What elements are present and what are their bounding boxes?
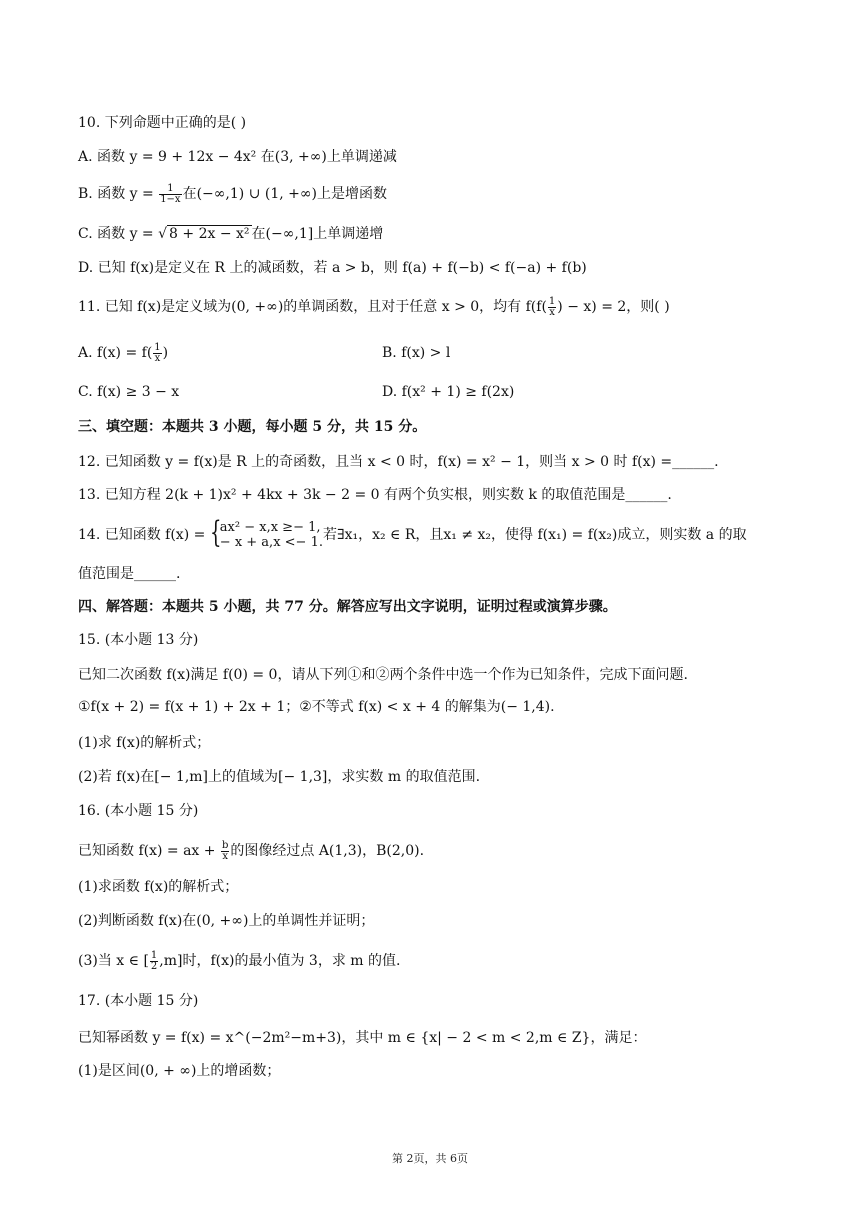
q16-part-3: (3)当 x ∈ [ $\frac{1}{2}$ ,m]时，f(x)的最小值为 3，求 m 的值. [78,949,401,972]
q16-heading: 16. (本小题 15 分) [78,803,199,819]
q11-option-a: A. f(x) = f( $\frac{1}{x}$ ) [78,341,169,364]
q15-heading: 15. (本小题 13 分) [78,632,199,648]
q17-heading: 17. (本小题 15 分) [78,993,199,1009]
q15-line-2: ①f(x + 2) = f(x + 1) + 2x + 1；②不等式 f(x) < x + 4 的解集为(− 1,4). [78,699,555,715]
q10-option-d: D. 已知 f(x)是定义在 R 上的减函数，若 a > b，则 f(a) + f(−b) < f(−a) + f(b) [78,260,587,276]
q12-text: 12. 已知函数 y = f(x)是 R 上的奇函数，且当 x < 0 时，f(x) = x² − 1，则当 x > 0 时 f(x) =______. [78,454,719,470]
piecewise-function: { ax² − x,x ≥− 1, − x + a,x <− 1. [209,515,323,550]
q10-option-b: B. 函数 y = $\frac{1}{1-x}$ 在(−∞,1) ∪ (1, +∞)上是增函数 [78,182,388,205]
q15-line-1: 已知二次函数 f(x)满足 f(0) = 0，请从下列①和②两个条件中选一个作为已知条件，完成下面问题. [78,667,688,683]
q14-text: 14. 已知函数 f(x) = { ax² − x,x ≥− 1, − x + a,x <− 1. 若∃x₁，x₂ ∈ R，且x₁ ≠ x₂，使得 f(x₁) = f(x₂)成立，则实数 a 的取 [78,515,747,550]
q14-continuation: 值范围是______. [78,566,181,582]
q17-line-1: 已知幂函数 y = f(x) = x^(−2m²−m+3)，其中 m ∈ {x| − 2 < m < 2,m ∈ Z}，满足： [78,1030,647,1046]
page-number: 第 2页，共 6页 [392,1152,468,1165]
fraction: $\frac{b}{x}$ [221,839,229,862]
q16-part-2: (2)判断函数 f(x)在(0, +∞)上的单调性并证明； [78,913,375,929]
fraction: $\frac{1}{2}$ [150,949,158,972]
q10-stem: 10. 下列命题中正确的是( ) [78,115,247,131]
q11-option-d: D. f(x² + 1) ≥ f(2x) [382,384,515,400]
q10-option-c: C. 函数 y = √ 8 + 2x − x² 在(−∞,1]上单调递增 [78,226,384,242]
section-solution-heading: 四、解答题：本题共 5 小题，共 77 分。解答应写出文字说明，证明过程或演算步骤。 [78,599,617,615]
q11-option-b: B. f(x) > l [382,345,451,361]
radicand: 8 + 2x − x² [169,226,250,242]
q16-line-1: 已知函数 f(x) = ax + $\frac{b}{x}$ 的图像经过点 A(1,3)，B(2,0). [78,839,425,862]
section-fill-in-heading: 三、填空题：本题共 3 小题，每小题 5 分，共 15 分。 [78,419,427,435]
q11-stem: 11. 已知 f(x)是定义域为(0, +∞)的单调函数，且对于任意 x > 0，均有 f(f( $\frac{1}{x}$ ) − x) = 2，则( ) [78,295,670,318]
fraction: $\frac{1}{1-x}$ [160,182,181,205]
fraction: $\frac{1}{x}$ [154,341,161,364]
q11-option-c: C. f(x) ≥ 3 − x [78,384,180,400]
q15-part-2: (2)若 f(x)在[− 1,m]上的值域为[− 1,3]，求实数 m 的取值范围. [78,769,481,785]
fraction: $\frac{1}{x}$ [548,295,556,318]
q10-option-a: A. 函数 y = 9 + 12x − 4x² 在(3, +∞)上单调递减 [78,149,397,165]
q17-part-1: (1)是区间(0, + ∞)上的增函数； [78,1063,281,1079]
q15-part-1: (1)求 f(x)的解析式； [78,735,211,751]
q16-part-1: (1)求函数 f(x)的解析式； [78,879,239,895]
q13-text: 13. 已知方程 2(k + 1)x² + 4kx + 3k − 2 = 0 有两个负实根，则实数 k 的取值范围是______. [78,487,672,503]
